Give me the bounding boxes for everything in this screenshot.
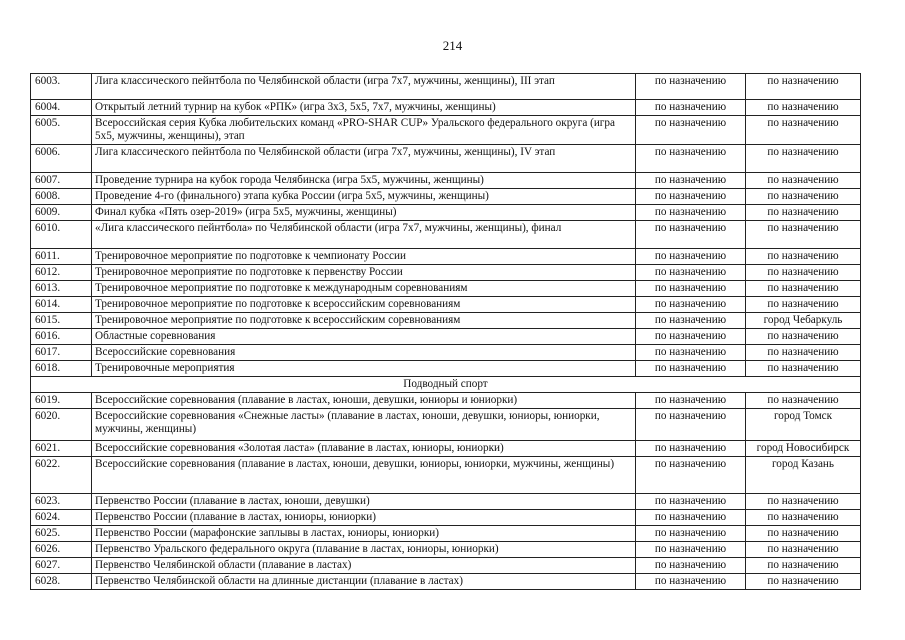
row-number: 6005. <box>31 116 92 145</box>
event-dates: по назначению <box>636 265 746 281</box>
event-location: город Новосибирск <box>746 441 861 457</box>
event-name: Первенство России (плавание в ластах, юниоры, юниорки) <box>92 510 636 526</box>
table-row <box>31 297 861 313</box>
row-number: 6010. <box>31 221 92 249</box>
event-location: по назначению <box>746 542 861 558</box>
event-dates: по назначению <box>636 494 746 510</box>
event-name: Тренировочное мероприятие по подготовке к всероссийским соревнованиям <box>92 313 636 329</box>
event-name: Всероссийские соревнования «Снежные ласты» (плавание в ластах, юноши, девушки, юниоры, юниорки, мужчины, женщины) <box>92 409 636 441</box>
row-number: 6028. <box>31 574 92 590</box>
table-row <box>31 205 861 221</box>
event-dates: по назначению <box>636 361 746 377</box>
event-location: по назначению <box>746 116 861 145</box>
event-name: «Лига классического пейнтбола» по Челябинской области (игра 7x7, мужчины, женщины), финал <box>92 221 636 249</box>
event-location: по назначению <box>746 189 861 205</box>
event-location: по назначению <box>746 145 861 173</box>
table-row <box>31 510 861 526</box>
event-dates: по назначению <box>636 116 746 145</box>
row-number: 6025. <box>31 526 92 542</box>
event-name: Проведение турнира на кубок города Челябинска (игра 5x5, мужчины, женщины) <box>92 173 636 189</box>
event-location: по назначению <box>746 494 861 510</box>
row-number: 6018. <box>31 361 92 377</box>
section-title: Подводный спорт <box>31 377 861 393</box>
row-number: 6014. <box>31 297 92 313</box>
table-row <box>31 329 861 345</box>
row-number: 6024. <box>31 510 92 526</box>
event-name: Тренировочные мероприятия <box>92 361 636 377</box>
event-location: по назначению <box>746 297 861 313</box>
event-location: город Казань <box>746 457 861 494</box>
event-location: по назначению <box>746 361 861 377</box>
event-location: город Чебаркуль <box>746 313 861 329</box>
row-number: 6022. <box>31 457 92 494</box>
event-name: Областные соревнования <box>92 329 636 345</box>
event-location: город Томск <box>746 409 861 441</box>
event-name: Открытый летний турнир на кубок «РПК» (игра 3x3, 5x5, 7x7, мужчины, женщины) <box>92 100 636 116</box>
event-dates: по назначению <box>636 441 746 457</box>
event-dates: по назначению <box>636 510 746 526</box>
event-location: по назначению <box>746 510 861 526</box>
event-location: по назначению <box>746 100 861 116</box>
event-dates: по назначению <box>636 74 746 100</box>
event-location: по назначению <box>746 249 861 265</box>
table-row <box>31 145 861 173</box>
event-name: Тренировочное мероприятие по подготовке к чемпионату России <box>92 249 636 265</box>
event-dates: по назначению <box>636 313 746 329</box>
table-row <box>31 441 861 457</box>
row-number: 6009. <box>31 205 92 221</box>
event-name: Всероссийские соревнования <box>92 345 636 361</box>
events-table <box>30 73 861 590</box>
table-row <box>31 313 861 329</box>
event-name: Тренировочное мероприятие по подготовке к международным соревнованиям <box>92 281 636 297</box>
row-number: 6008. <box>31 189 92 205</box>
event-location: по назначению <box>746 345 861 361</box>
event-name: Проведение 4-го (финального) этапа кубка России (игра 5x5, мужчины, женщины) <box>92 189 636 205</box>
row-number: 6023. <box>31 494 92 510</box>
table-row <box>31 345 861 361</box>
event-dates: по назначению <box>636 281 746 297</box>
event-location: по назначению <box>746 173 861 189</box>
event-dates: по назначению <box>636 558 746 574</box>
event-dates: по назначению <box>636 205 746 221</box>
event-name: Тренировочное мероприятие по подготовке к первенству России <box>92 265 636 281</box>
table-row <box>31 265 861 281</box>
event-dates: по назначению <box>636 249 746 265</box>
events-table-body <box>31 74 861 590</box>
table-row <box>31 558 861 574</box>
event-location: по назначению <box>746 221 861 249</box>
event-location: по назначению <box>746 329 861 345</box>
event-dates: по назначению <box>636 345 746 361</box>
row-number: 6004. <box>31 100 92 116</box>
event-dates: по назначению <box>636 457 746 494</box>
event-dates: по назначению <box>636 526 746 542</box>
table-row <box>31 189 861 205</box>
table-row <box>31 542 861 558</box>
event-dates: по назначению <box>636 173 746 189</box>
event-location: по назначению <box>746 265 861 281</box>
table-row <box>31 100 861 116</box>
table-row <box>31 361 861 377</box>
event-location: по назначению <box>746 74 861 100</box>
event-dates: по назначению <box>636 189 746 205</box>
event-name: Первенство Челябинской области на длинные дистанции (плавание в ластах) <box>92 574 636 590</box>
table-row <box>31 494 861 510</box>
table-row <box>31 526 861 542</box>
event-name: Всероссийские соревнования (плавание в ластах, юноши, девушки, юниоры, юниорки, мужчины, женщины) <box>92 457 636 494</box>
row-number: 6013. <box>31 281 92 297</box>
event-dates: по назначению <box>636 393 746 409</box>
row-number: 6026. <box>31 542 92 558</box>
section-header-row <box>31 377 861 393</box>
row-number: 6011. <box>31 249 92 265</box>
table-row <box>31 409 861 441</box>
table-row <box>31 116 861 145</box>
event-dates: по назначению <box>636 100 746 116</box>
row-number: 6019. <box>31 393 92 409</box>
row-number: 6020. <box>31 409 92 441</box>
event-dates: по назначению <box>636 145 746 173</box>
event-name: Всероссийские соревнования «Золотая ласта» (плавание в ластах, юниоры, юниорки) <box>92 441 636 457</box>
event-location: по назначению <box>746 574 861 590</box>
row-number: 6012. <box>31 265 92 281</box>
event-name: Первенство России (плавание в ластах, юноши, девушки) <box>92 494 636 510</box>
event-name: Лига классического пейнтбола по Челябинской области (игра 7x7, мужчины, женщины), IV этап <box>92 145 636 173</box>
event-dates: по назначению <box>636 297 746 313</box>
event-dates: по назначению <box>636 329 746 345</box>
row-number: 6007. <box>31 173 92 189</box>
table-row <box>31 74 861 100</box>
event-name: Тренировочное мероприятие по подготовке к всероссийским соревнованиям <box>92 297 636 313</box>
table-row <box>31 393 861 409</box>
event-location: по назначению <box>746 526 861 542</box>
event-name: Первенство Уральского федерального округа (плавание в ластах, юниоры, юниорки) <box>92 542 636 558</box>
event-name: Финал кубка «Пять озер-2019» (игра 5x5, мужчины, женщины) <box>92 205 636 221</box>
event-name: Первенство Челябинской области (плавание в ластах) <box>92 558 636 574</box>
event-name: Всероссийские соревнования (плавание в ластах, юноши, девушки, юниоры и юниорки) <box>92 393 636 409</box>
table-row <box>31 249 861 265</box>
event-dates: по назначению <box>636 409 746 441</box>
page-number: 214 <box>442 38 463 53</box>
event-dates: по назначению <box>636 574 746 590</box>
event-name: Первенство России (марафонские заплывы в ластах, юниоры, юниорки) <box>92 526 636 542</box>
event-location: по назначению <box>746 205 861 221</box>
row-number: 6027. <box>31 558 92 574</box>
row-number: 6017. <box>31 345 92 361</box>
event-location: по назначению <box>746 558 861 574</box>
row-number: 6016. <box>31 329 92 345</box>
row-number: 6015. <box>31 313 92 329</box>
event-name: Всероссийская серия Кубка любительских команд «PRO-SHAR CUP» Уральского федерального округа (игра 5x5, мужчины, женщины), этап <box>92 116 636 145</box>
table-row <box>31 574 861 590</box>
event-location: по назначению <box>746 281 861 297</box>
event-name: Лига классического пейнтбола по Челябинской области (игра 7x7, мужчины, женщины), III этап <box>92 74 636 100</box>
table-row <box>31 221 861 249</box>
event-dates: по назначению <box>636 542 746 558</box>
table-row <box>31 173 861 189</box>
row-number: 6021. <box>31 441 92 457</box>
table-row <box>31 281 861 297</box>
event-dates: по назначению <box>636 221 746 249</box>
row-number: 6006. <box>31 145 92 173</box>
event-location: по назначению <box>746 393 861 409</box>
table-row <box>31 457 861 494</box>
row-number: 6003. <box>31 74 92 100</box>
